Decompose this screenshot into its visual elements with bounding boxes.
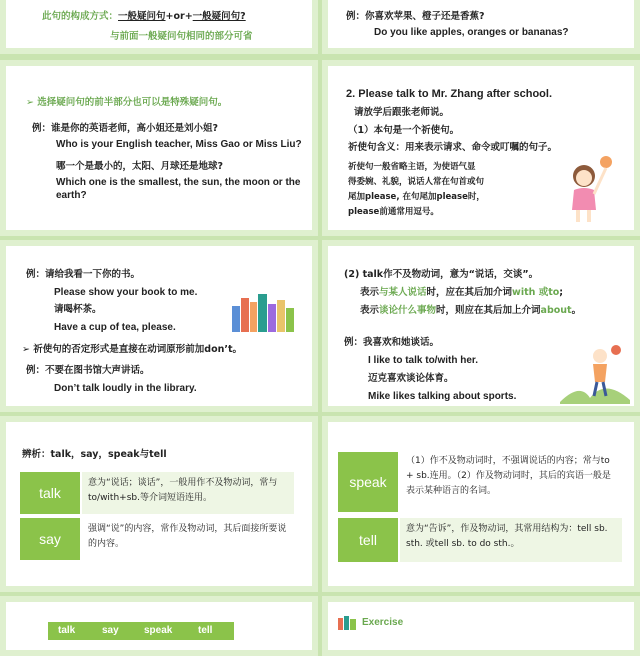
talk-label: talk xyxy=(20,472,80,514)
s6-p3a: 表示 xyxy=(360,305,380,316)
s6-p3c: 时，则应在其后加上介词 xyxy=(436,305,541,316)
slide-3 xyxy=(0,60,318,236)
say-label: say xyxy=(20,518,80,560)
say-text: 强调“说”的内容，常作及物动词，其后面接所要说的内容。 xyxy=(82,518,294,560)
slide-6 xyxy=(322,240,640,412)
talk-text: 意为“说话；谈话”，一般用作不及物动词，常与to/with+sb.等介词短语连用。 xyxy=(82,472,294,514)
s1-b: 一般疑问句? xyxy=(192,11,246,22)
s4-p3a: 祈使句一般省略主语，为使语气显 xyxy=(348,162,476,172)
s2-line1: 例：你喜欢苹果、橙子还是香蕉? xyxy=(346,11,485,22)
s6-p2a: 表示 xyxy=(360,287,380,298)
bullet-arrow-icon: ➢ xyxy=(22,344,34,355)
s5-neg xyxy=(22,343,242,356)
s6-ex-en: I like to talk to/with her. xyxy=(368,355,479,366)
s6-p3b: 谈论什么事物 xyxy=(379,305,437,316)
slide-5 xyxy=(0,240,318,412)
s6-p3e: 。 xyxy=(571,305,582,316)
s4-p2: 祈使句含义：用来表示请求、命令或叮嘱的句子。 xyxy=(348,142,558,153)
slide-10 xyxy=(322,596,640,656)
speak-label: speak xyxy=(338,452,398,512)
s5-ex-en1: Please show your book to me. xyxy=(54,287,198,298)
s1-line2: 与前面一般疑问句相同的部分可省 xyxy=(110,31,253,42)
s6-p2b: 与某人说话 xyxy=(379,287,427,298)
s3-bullet xyxy=(26,96,227,109)
s5-ex-cn: 例：请给我看一下你的书。 xyxy=(26,269,141,280)
exercise-title: Exercise xyxy=(362,617,404,628)
s5-neg-text: 祈使句的否定形式是直接在动词原形前加don’t。 xyxy=(33,344,243,355)
slide-9 xyxy=(0,596,318,656)
s3-bullet-text: 选择疑问句的前半部分也可以是特殊疑问句。 xyxy=(37,97,228,108)
s4-p3d: please前通常用逗号。 xyxy=(348,207,439,217)
s7-title: 辨析：talk，say，speak与tell xyxy=(22,449,167,460)
s4-cn: 请放学后跟张老师说。 xyxy=(354,107,450,118)
tell-label: tell xyxy=(338,518,398,562)
word-speak: speak xyxy=(144,625,173,636)
girl-illustration xyxy=(556,154,626,226)
s4-p3c: 尾加please, 在句尾加please时， xyxy=(348,192,485,202)
s1-a: 一般疑问句 xyxy=(118,11,166,22)
tell-text: 意为“告诉”，作及物动词，其常用结构为：tell sb. sth. 或tell sb. to do sth.。 xyxy=(400,518,622,562)
slide-1 xyxy=(0,0,318,54)
s4-p1: （1）本句是一个祈使句。 xyxy=(348,125,460,136)
kids-illustration xyxy=(560,342,630,404)
s6-p2 xyxy=(360,286,563,299)
s1-mid: +or+ xyxy=(165,11,193,22)
exercise-icon xyxy=(338,616,358,630)
word-talk: talk xyxy=(58,625,76,636)
s3-ex1-en: Who is your English teacher, Miss Gao or Miss Liu? xyxy=(56,139,302,150)
speak-text: （1）作不及物动词时，不强调说话的内容；常与to + sb.连用。（2）作及物动词时，其后的宾语一般是表示某种语言的名词。 xyxy=(400,452,622,512)
s6-p3d: about xyxy=(540,305,572,316)
books-illustration xyxy=(230,292,296,334)
bullet-arrow-icon: ➢ xyxy=(26,97,38,108)
slide-2 xyxy=(322,0,640,54)
slide-8 xyxy=(322,416,640,592)
s5-ex-cn2: 请喝杯茶。 xyxy=(54,304,102,315)
s4-p3b: 得委婉、礼貌，说话人常在句首或句 xyxy=(348,177,485,187)
s6-p2e: ; xyxy=(559,287,564,298)
s3-ex2-en: Which one is the smallest, the sun, the moon or the earth? xyxy=(56,177,301,201)
s1-prefix: 此句的构成方式： xyxy=(42,11,119,22)
slide-7 xyxy=(0,416,318,592)
s1-line1 xyxy=(42,10,246,23)
s6-ex-en2: Mike likes talking about sports. xyxy=(368,391,517,402)
s6-ex-cn: 例：我喜欢和她谈话。 xyxy=(344,337,440,348)
s3-ex1-cn: 例：谁是你的英语老师，高小姐还是刘小姐? xyxy=(32,123,219,134)
slide-4 xyxy=(322,60,640,236)
s3-ex2-cn: 哪一个是最小的，太阳、月球还是地球? xyxy=(56,161,224,172)
s6-p2c: 时，应在其后加介词 xyxy=(426,287,513,298)
word-say: say xyxy=(102,625,119,636)
s5-ex3-en: Don’t talk loudly in the library. xyxy=(54,383,197,394)
s4-title: 2. Please talk to Mr. Zhang after school. xyxy=(346,88,553,100)
s6-p3 xyxy=(360,304,581,317)
word-tell: tell xyxy=(198,625,213,636)
s6-p1: (2) talk作不及物动词，意为“说话，交谈”。 xyxy=(344,269,539,280)
s2-line2: Do you like apples, oranges or bananas? xyxy=(374,27,569,38)
s6-p2d: with 或to xyxy=(512,287,560,298)
s5-ex3-cn: 例：不要在图书馆大声讲话。 xyxy=(26,365,150,376)
s5-ex-en2: Have a cup of tea, please. xyxy=(54,322,176,333)
s6-ex-cn2: 迈克喜欢谈论体育。 xyxy=(368,373,454,384)
